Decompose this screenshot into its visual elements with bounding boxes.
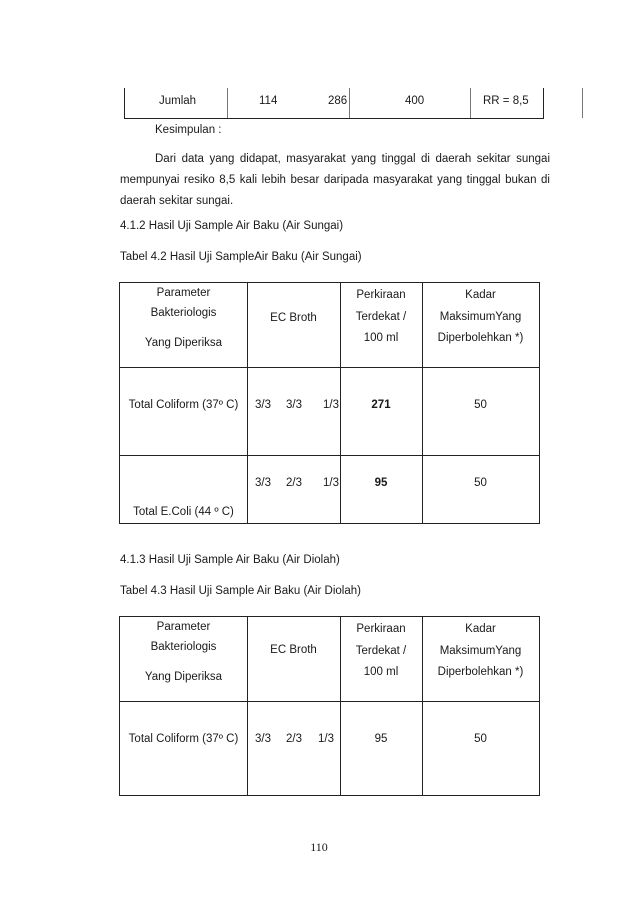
header-perkiraan-line2: Terdekat /: [355, 311, 407, 323]
table-cell-ec2: 2/3: [286, 733, 302, 745]
table-cell-ec1: 3/3: [255, 477, 271, 489]
table-cell-param: Total Coliform (37º C): [128, 733, 239, 745]
summary-value-1: 114: [259, 95, 278, 107]
table-cell-kadar: 50: [474, 477, 487, 489]
row-divider: [120, 701, 539, 702]
table-caption-42: Tabel 4.2 Hasil Uji SampleAir Baku (Air Sungai): [120, 251, 362, 263]
header-kadar-line2: MaksimumYang: [439, 311, 522, 323]
header-param-line3: Yang Diperiksa: [144, 337, 223, 349]
summary-label: Jumlah: [159, 95, 197, 107]
header-perkiraan-line2: Terdekat /: [355, 645, 407, 657]
table-cell-perkiraan: 95: [374, 733, 388, 745]
table-4-2: [119, 282, 540, 524]
header-kadar-line1: Kadar: [465, 289, 496, 301]
header-kadar-line3: Diperbolehkan *): [437, 666, 524, 678]
col-divider: [422, 617, 423, 795]
col-divider: [349, 88, 350, 118]
header-param-line2: Bakteriologis: [150, 307, 217, 319]
header-ec-broth: EC Broth: [270, 644, 317, 656]
section-heading-412: 4.1.2 Hasil Uji Sample Air Baku (Air Sungai): [120, 220, 344, 232]
summary-value-2: 286: [328, 95, 348, 107]
summary-row: [124, 88, 544, 119]
table-cell-ec1: 3/3: [255, 399, 271, 411]
table-cell-param: Total Coliform (37º C): [128, 399, 239, 411]
table-cell-param: Total E.Coli (44 º C): [133, 506, 234, 518]
header-param-line1: Parameter: [156, 287, 211, 299]
section-heading-413: 4.1.3 Hasil Uji Sample Air Baku (Air Diolah): [120, 554, 340, 566]
table-cell-ec3: 1/3: [323, 477, 339, 489]
table-cell-ec2: 3/3: [286, 399, 302, 411]
table-cell-ec3: 1/3: [318, 733, 334, 745]
summary-rr: RR = 8,5: [483, 95, 529, 107]
col-divider: [470, 88, 471, 118]
header-param-line2: Bakteriologis: [150, 641, 217, 653]
table-cell-perkiraan: 271: [371, 399, 391, 411]
conclusion-paragraph: Dari data yang didapat, masyarakat yang tinggal di daerah sekitar sungai mempunyai resiko 8,5 kali lebih besar daripada masyarakat yang tinggal bukan di daerah sekitar sungai.: [120, 153, 550, 207]
table-cell-perkiraan: 95: [374, 477, 388, 489]
header-param-line1: Parameter: [156, 621, 211, 633]
row-divider: [120, 367, 539, 368]
header-kadar-line1: Kadar: [465, 623, 496, 635]
header-param-line3: Yang Diperiksa: [144, 671, 223, 683]
header-kadar-line2: MaksimumYang: [439, 645, 522, 657]
header-perkiraan-line3: 100 ml: [363, 332, 399, 344]
table-4-3: [119, 616, 540, 796]
row-divider: [120, 455, 539, 456]
header-kadar-line3: Diperbolehkan *): [437, 332, 524, 344]
table-cell-ec1: 3/3: [255, 733, 271, 745]
table-cell-ec2: 2/3: [286, 477, 302, 489]
table-caption-43: Tabel 4.3 Hasil Uji Sample Air Baku (Air Diolah): [120, 585, 361, 597]
table-cell-ec3: 1/3: [323, 399, 339, 411]
col-divider: [227, 88, 228, 118]
col-divider: [582, 88, 583, 118]
header-ec-broth: EC Broth: [270, 312, 317, 324]
summary-value-3: 400: [405, 95, 425, 107]
table-cell-kadar: 50: [474, 399, 487, 411]
conclusion-heading: Kesimpulan :: [155, 124, 222, 136]
col-divider: [340, 617, 341, 795]
header-perkiraan-line1: Perkiraan: [356, 623, 406, 635]
table-cell-kadar: 50: [474, 733, 487, 745]
header-perkiraan-line1: Perkiraan: [356, 289, 406, 301]
page-number: 110: [310, 840, 328, 854]
header-perkiraan-line3: 100 ml: [363, 666, 399, 678]
